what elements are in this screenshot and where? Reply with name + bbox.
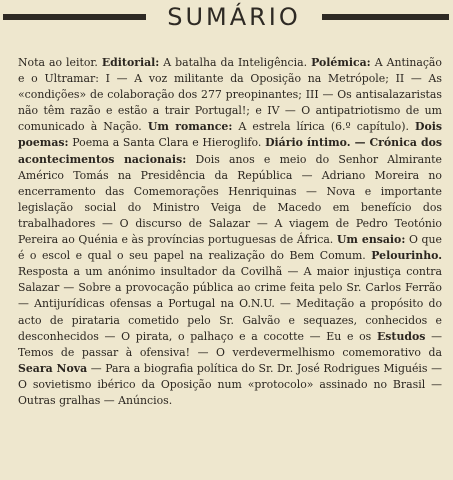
- summary-heading: Polémica:: [311, 56, 371, 69]
- summary-segment: A batalha da Inteligência.: [159, 56, 312, 69]
- summary-segment: Poema a Santa Clara e Hieroglifo.: [68, 136, 266, 150]
- summary-heading: Editorial:: [101, 56, 160, 69]
- summary-segment: — Para a biografia política do Sr. Dr. José Rodrigues Miguéis — O sovietismo ibérico da Oposição num «protocolo» assinado no Brasil — Outras gralhas — Anúncios.: [18, 361, 442, 407]
- summary-heading: Um romance:: [147, 120, 233, 134]
- summary-heading: Um ensaio:: [336, 233, 406, 247]
- section-header: [0, 2, 453, 32]
- page-title: SUMÁRIO: [167, 3, 301, 31]
- summary-text: [18, 55, 442, 409]
- summary-segment: A estrela lírica (6.º capítulo).: [232, 120, 416, 134]
- summary-segment: — Temos de passar à ofensiva! — O verdevermelhismo comemorativo da: [18, 329, 442, 359]
- summary-heading: Seara Nova: [18, 361, 88, 375]
- summary-segment: Dois anos e meio do Senhor Almirante Américo Tomás na Presidência da República — Adriano Moreira no encerramento das Comemorações Henriquinas — Nova e importante legislação social do Ministro Veiga de Macedo em benefício dos trabalhadores — O discurso de Salazar — A viagem de Pedro Teotónio Pereira ao Quénia e às províncias portuguesas de África.: [18, 152, 442, 247]
- summary-segment: O que é o escol e qual o seu papel na realização do Bem Comum.: [18, 233, 442, 263]
- summary-heading: Estudos: [376, 329, 426, 343]
- summary-heading: Dois poemas:: [18, 120, 442, 150]
- summary-heading: Pelourinho.: [371, 249, 442, 263]
- header-rule-right: [322, 14, 449, 20]
- summary-segment: A Antinação e o Ultramar: I — A voz militante da Oposição na Metrópole; II — As «condições» de colaboração dos 277 preopinantes; III — Os antisalazaristas não têm razão e estão a trair Portugal!; e IV — O antipatriotismo de um comunicado à Nação.: [18, 56, 442, 134]
- summary-heading: Diário íntimo. — Crónica dos acontecimentos nacionais:: [18, 136, 442, 166]
- summary-segment: Resposta a um anónimo insultador da Covilhã — A maior injustiça contra Salazar — Sobre a provocação pública ao crime feita pelo Sr. Carlos Ferrão — Antijurídicas ofensas a Portugal na O.N.U. — Meditação a propósito do acto de pirataria cometido pelo Sr. Galvão e sequazes, conhecidos e desconhecidos — O pirata, o palhaço e a cocotte — Eu e os: [18, 265, 442, 343]
- header-rule-left: [3, 14, 146, 20]
- summary-segment: Nota ao leitor.: [18, 56, 102, 69]
